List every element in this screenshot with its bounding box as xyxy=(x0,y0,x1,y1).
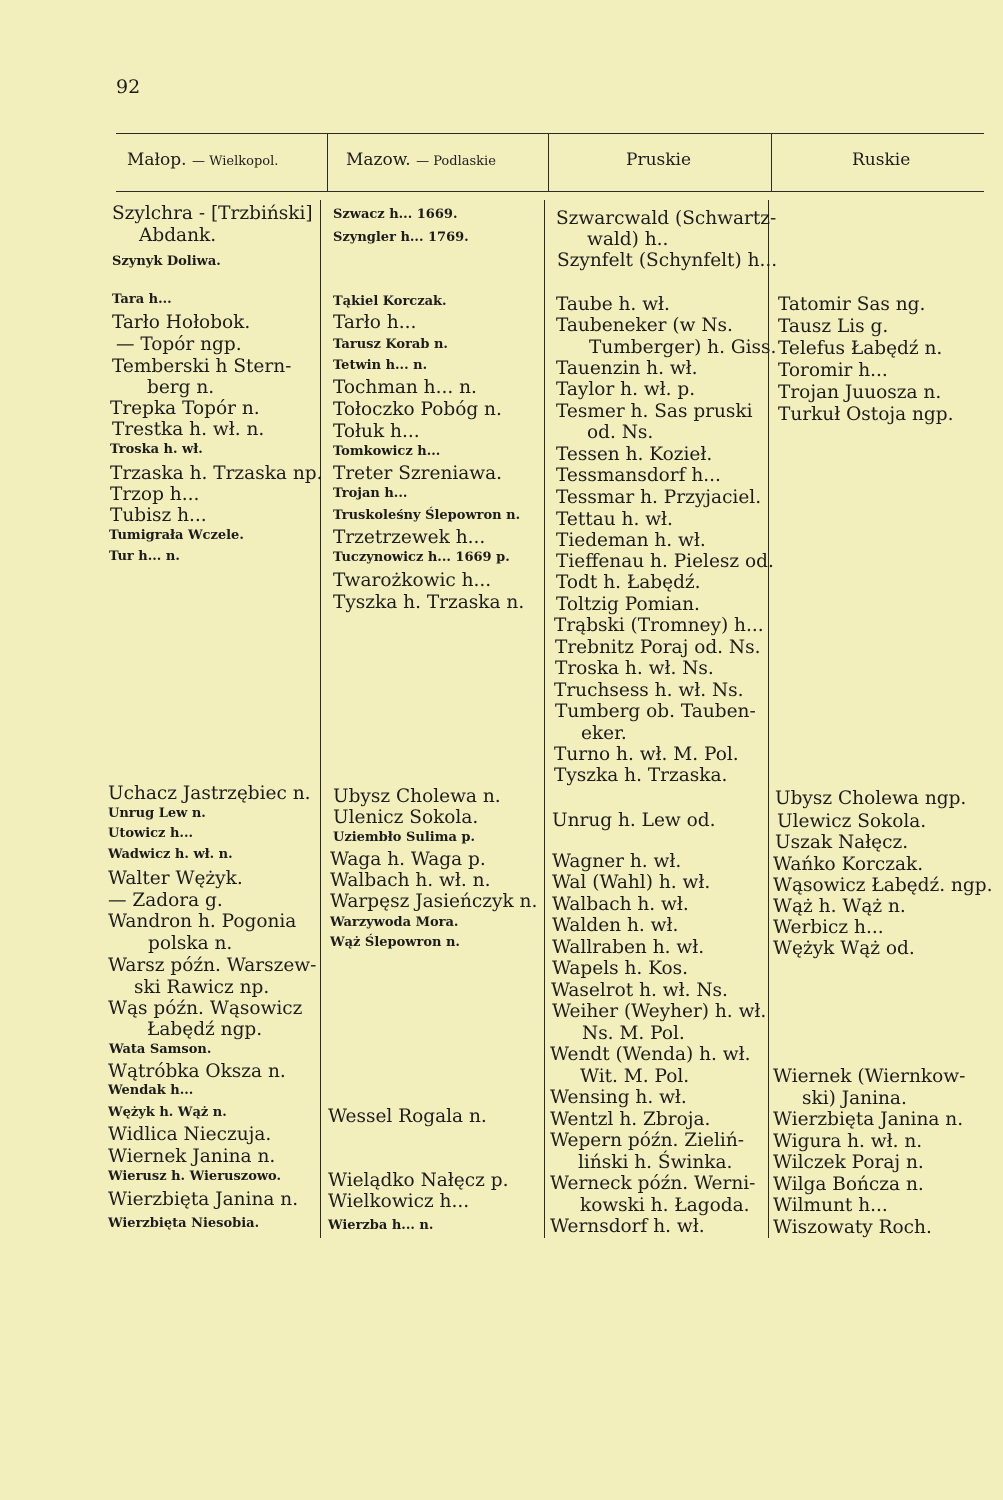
armorial-entry: Wendak h... xyxy=(108,1083,194,1098)
armorial-entry: od. Ns. xyxy=(587,422,654,443)
armorial-entry: Ns. M. Pol. xyxy=(582,1023,685,1044)
page-number: 92 xyxy=(116,76,141,98)
armorial-entry: Trąbski (Tromney) h... xyxy=(554,615,764,636)
col2-header-main: Mazow. xyxy=(346,150,411,170)
armorial-entry: Wielądko Nałęcz p. xyxy=(328,1170,509,1191)
armorial-entry: Wężyk h. Wąż n. xyxy=(108,1105,227,1120)
armorial-entry: Tomkowicz h... xyxy=(333,444,441,459)
armorial-entry: Turkuł Ostoja ngp. xyxy=(778,404,954,425)
armorial-entry: Warsz późn. Warszew- xyxy=(108,955,317,976)
armorial-entry: kowski h. Łagoda. xyxy=(580,1195,750,1216)
armorial-entry: Temberski h Stern- xyxy=(112,356,292,377)
armorial-entry: Tuczynowicz h... 1669 p. xyxy=(333,550,510,565)
col1-header xyxy=(127,150,278,170)
armorial-entry: Wilga Bończa n. xyxy=(773,1174,924,1195)
armorial-entry: Twarożkowic h... xyxy=(333,570,492,591)
column-divider-2 xyxy=(544,200,545,1238)
armorial-entry: Wężyk Wąż od. xyxy=(773,938,915,959)
armorial-entry: Wapels h. Kos. xyxy=(552,958,689,979)
armorial-entry: wald) h.. xyxy=(587,229,669,250)
armorial-entry: berg n. xyxy=(147,377,215,398)
armorial-entry: Szylchra - [Trzbiński] xyxy=(112,203,313,224)
armorial-entry: Trzop h... xyxy=(110,484,200,505)
armorial-entry: Telefus Łabędź n. xyxy=(778,338,943,359)
armorial-entry: Tieffenau h. Pielesz od. xyxy=(556,551,774,572)
armorial-entry: Walbach h. wł. n. xyxy=(330,870,491,891)
armorial-entry: Treter Szreniawa. xyxy=(333,463,503,484)
armorial-entry: Wandron h. Pogonia xyxy=(108,911,297,932)
armorial-entry: Tarło h... xyxy=(333,312,417,333)
armorial-entry: Tur h... n. xyxy=(109,549,180,564)
header-divider-1 xyxy=(327,133,328,191)
armorial-entry: Trebnitz Poraj od. Ns. xyxy=(555,637,761,658)
armorial-entry: Werneck późn. Werni- xyxy=(550,1173,756,1194)
armorial-entry: Truchsess h. wł. Ns. xyxy=(554,680,744,701)
armorial-entry: Toromir h... xyxy=(778,360,888,381)
armorial-entry: Tesmer h. Sas pruski xyxy=(556,401,753,422)
armorial-entry: Tara h... xyxy=(112,292,172,307)
armorial-entry: Wiszowaty Roch. xyxy=(773,1217,932,1238)
armorial-entry: Wadwicz h. wł. n. xyxy=(108,847,233,862)
armorial-entry: Tumigrała Wczele. xyxy=(109,528,244,543)
armorial-entry: Szyngler h... 1769. xyxy=(333,230,469,245)
armorial-entry: liński h. Świnka. xyxy=(578,1152,733,1173)
armorial-entry: Troska h. wł. Ns. xyxy=(555,658,714,679)
armorial-entry: Trojan Juuosza n. xyxy=(778,382,942,403)
armorial-entry: Wiernek Janina n. xyxy=(108,1146,276,1167)
armorial-entry: Tiedeman h. wł. xyxy=(556,530,706,551)
armorial-entry: Tettau h. wł. xyxy=(556,509,673,530)
header-divider-3 xyxy=(771,133,772,191)
armorial-entry: Szwarcwald (Schwartz- xyxy=(556,208,777,229)
armorial-entry: Tetwin h... n. xyxy=(333,358,428,373)
armorial-entry: Uziembło Sulima p. xyxy=(333,830,476,845)
armorial-entry: Szwacz h... 1669. xyxy=(333,207,458,222)
armorial-entry: Trzetrzewek h... xyxy=(333,527,486,548)
armorial-entry: Tochman h... n. xyxy=(333,377,477,398)
armorial-entry: ski Rawicz np. xyxy=(134,977,270,998)
armorial-entry: Wensing h. wł. xyxy=(550,1087,687,1108)
armorial-entry: Todt h. Łabędź. xyxy=(556,572,701,593)
armorial-entry: Wilmunt h... xyxy=(773,1195,888,1216)
armorial-entry: Wierzbięta Niesobia. xyxy=(108,1216,260,1231)
armorial-entry: Wepern późn. Zieliń- xyxy=(550,1130,745,1151)
armorial-entry: Wigura h. wł. n. xyxy=(773,1131,923,1152)
armorial-entry: Wilczek Poraj n. xyxy=(773,1152,924,1173)
armorial-entry: Tyszka h. Trzaska n. xyxy=(333,592,525,613)
armorial-entry: Unrug h. Lew od. xyxy=(552,810,716,831)
armorial-entry: ski) Janina. xyxy=(802,1088,907,1109)
armorial-entry: Warpęsz Jasieńczyk n. xyxy=(330,891,538,912)
armorial-entry: polska n. xyxy=(148,933,233,954)
col3-header: Pruskie xyxy=(626,150,692,170)
armorial-entry: Tumberger) h. Giss. xyxy=(589,337,777,358)
armorial-entry: Wątróbka Oksza n. xyxy=(108,1061,286,1082)
armorial-entry: — Zadora g. xyxy=(108,890,223,911)
armorial-entry: Abdank. xyxy=(139,225,217,246)
armorial-entry: Wessel Rogala n. xyxy=(328,1106,487,1127)
armorial-entry: Wierzbięta Janina n. xyxy=(773,1109,964,1130)
armorial-entry: Waga h. Waga p. xyxy=(330,849,486,870)
armorial-entry: Ulenicz Sokola. xyxy=(333,807,479,828)
armorial-entry: Ulewicz Sokola. xyxy=(777,811,927,832)
armorial-entry: Walden h. wł. xyxy=(552,915,679,936)
armorial-entry: Ubysz Cholewa n. xyxy=(333,786,501,807)
armorial-entry: — Topór ngp. xyxy=(116,334,242,355)
armorial-entry: Troska h. wł. xyxy=(110,442,203,457)
armorial-entry: Tessmansdorf h... xyxy=(556,465,721,486)
armorial-entry: Wata Samson. xyxy=(109,1042,212,1057)
armorial-entry: Wańko Korczak. xyxy=(773,854,924,875)
armorial-entry: Walter Wężyk. xyxy=(108,868,243,889)
armorial-entry: Tołuk h... xyxy=(333,421,420,442)
armorial-entry: Tarusz Korab n. xyxy=(333,337,448,352)
armorial-entry: Trestka h. wł. n. xyxy=(112,419,265,440)
armorial-entry: Wallraben h. wł. xyxy=(552,937,705,958)
armorial-entry: Tatomir Sas ng. xyxy=(778,294,926,315)
armorial-entry: Tessen h. Kozieł. xyxy=(556,444,713,465)
armorial-entry: Uszak Nałęcz. xyxy=(775,832,909,853)
armorial-entry: Warzywoda Mora. xyxy=(330,915,459,930)
armorial-entry: Łabędź ngp. xyxy=(147,1019,263,1040)
armorial-entry: Tyszka h. Trzaska. xyxy=(554,765,728,786)
armorial-entry: Tąkiel Korczak. xyxy=(333,294,447,309)
header-bottom-rule xyxy=(116,191,984,192)
armorial-entry: Wąż h. Wąż n. xyxy=(773,896,906,917)
armorial-entry: Tausz Lis g. xyxy=(778,316,889,337)
armorial-entry: Uchacz Jastrzębiec n. xyxy=(108,783,311,804)
armorial-entry: Wąsowicz Łabędź. ngp. xyxy=(773,875,993,896)
col1-header-sub: — Wielkopol. xyxy=(191,154,279,169)
armorial-entry: Trzaska h. Trzaska np. xyxy=(110,463,323,484)
armorial-entry: Truskoleśny Ślepowron n. xyxy=(333,508,521,523)
armorial-entry: Trepka Topór n. xyxy=(110,398,260,419)
armorial-entry: Tarło Hołobok. xyxy=(112,312,251,333)
armorial-entry: Wal (Wahl) h. wł. xyxy=(552,872,711,893)
armorial-entry: Wierusz h. Wieruszowo. xyxy=(108,1169,282,1184)
armorial-entry: Wąż Ślepowron n. xyxy=(330,935,460,950)
armorial-entry: Tauenzin h. wł. xyxy=(556,358,698,379)
header-top-rule xyxy=(116,133,984,134)
armorial-entry: Wąs późn. Wąsowicz xyxy=(108,998,303,1019)
col2-header xyxy=(346,150,496,170)
armorial-entry: Taube h. wł. xyxy=(556,294,670,315)
col1-header-main: Małop. xyxy=(127,150,187,170)
armorial-entry: Toltzig Pomian. xyxy=(556,594,700,615)
armorial-entry: Walbach h. wł. xyxy=(552,894,689,915)
armorial-entry: Waselrot h. wł. Ns. xyxy=(551,980,728,1001)
armorial-entry: Unrug Lew n. xyxy=(108,806,206,821)
armorial-entry: Wendt (Wenda) h. wł. xyxy=(550,1044,751,1065)
armorial-entry: Werbicz h... xyxy=(773,917,884,938)
armorial-entry: Wierzbięta Janina n. xyxy=(108,1189,299,1210)
armorial-entry: Widlica Nieczuja. xyxy=(108,1124,272,1145)
armorial-entry: Tumberg ob. Tauben- xyxy=(555,701,756,722)
armorial-entry: Wentzl h. Zbroja. xyxy=(550,1109,711,1130)
armorial-entry: Wierzba h... n. xyxy=(328,1218,434,1233)
armorial-entry: Tołoczko Pobóg n. xyxy=(333,399,502,420)
armorial-entry: Turno h. wł. M. Pol. xyxy=(554,744,739,765)
armorial-entry: Szynfelt (Schynfelt) h... xyxy=(557,250,778,271)
header-divider-2 xyxy=(548,133,549,191)
armorial-entry: Wernsdorf h. wł. xyxy=(550,1216,705,1237)
col2-header-sub: — Podlaskie xyxy=(416,154,496,169)
armorial-entry: Tubisz h... xyxy=(110,505,207,526)
col4-header: Ruskie xyxy=(852,150,911,170)
column-divider-1 xyxy=(320,200,321,1238)
armorial-entry: Wiernek (Wiernkow- xyxy=(773,1066,966,1087)
armorial-entry: Taylor h. wł. p. xyxy=(556,379,696,400)
armorial-entry: Wit. M. Pol. xyxy=(580,1066,690,1087)
armorial-entry: eker. xyxy=(581,723,627,744)
armorial-entry: Taubeneker (w Ns. xyxy=(556,315,733,336)
armorial-entry: Weiher (Weyher) h. wł. xyxy=(552,1001,767,1022)
armorial-entry: Wielkowicz h... xyxy=(328,1191,470,1212)
armorial-entry: Szynyk Doliwa. xyxy=(112,254,221,269)
armorial-entry: Trojan h... xyxy=(333,486,408,501)
armorial-entry: Utowicz h... xyxy=(108,826,193,841)
armorial-entry: Ubysz Cholewa ngp. xyxy=(775,788,967,809)
armorial-entry: Tessmar h. Przyjaciel. xyxy=(556,487,762,508)
armorial-entry: Wagner h. wł. xyxy=(552,851,682,872)
